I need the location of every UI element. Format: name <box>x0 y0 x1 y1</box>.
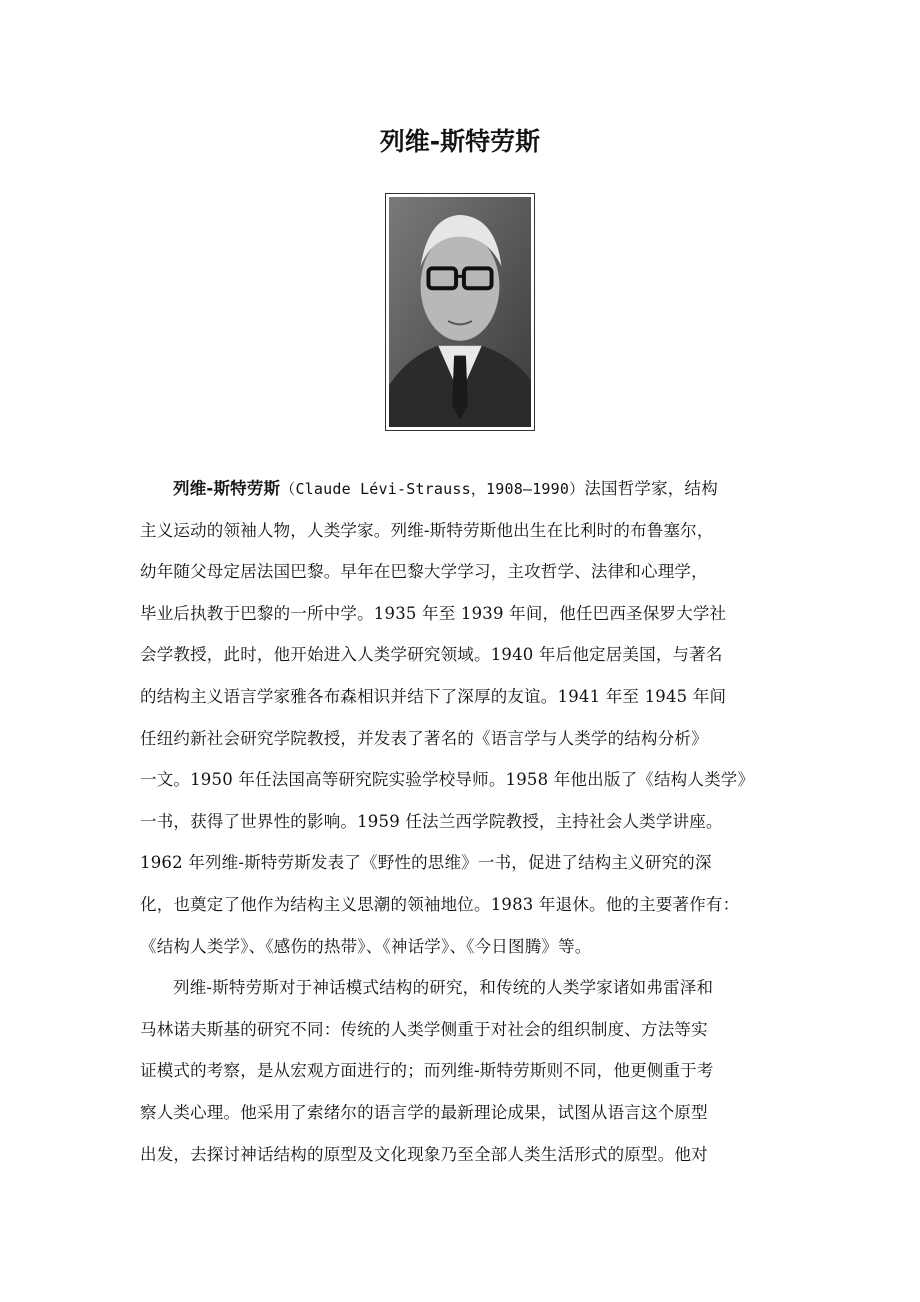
paragraph1-line: 一文。1950 年任法国高等研究院实验学校导师。1958 年他出版了《结构人类学》 <box>140 770 755 790</box>
subject-latin-name: （Claude Lévi-Strauss，1908—1990） <box>280 480 585 498</box>
paragraph1-line: 《结构人类学》、《感伤的热带》、《神话学》、《今日图腾》等。 <box>140 936 592 956</box>
portrait-photo <box>385 193 535 431</box>
paragraph2-line: 马林诺夫斯基的研究不同：传统的人类学侧重于对社会的组织制度、方法等实 <box>140 1019 708 1039</box>
paragraph2-line: 出发，去探讨神话结构的原型及文化现象乃至全部人类生活形式的原型。他对 <box>140 1144 708 1164</box>
paragraph1-line: 一书，获得了世界性的影响。1959 任法兰西学院教授，主持社会人类学讲座。 <box>140 811 723 831</box>
paragraph1-line: 幼年随父母定居法国巴黎。早年在巴黎大学学习，主攻哲学、法律和心理学， <box>140 562 708 582</box>
paragraph1-line: 会学教授，此时，他开始进入人类学研究领域。1940 年后他定居美国，与著名 <box>140 645 723 665</box>
paragraph1-line: 毕业后执教于巴黎的一所中学。1935 年至 1939 年间，他任巴西圣保罗大学社 <box>140 603 727 623</box>
paragraph2-line: 察人类心理。他采用了索绪尔的语言学的最新理论成果，试图从语言这个原型 <box>140 1102 708 1122</box>
paragraph1-line: 1962 年列维-斯特劳斯发表了《野性的思维》一书，促进了结构主义研究的深 <box>140 853 712 873</box>
portrait-image <box>389 197 531 427</box>
paragraph1-line: 主义运动的领袖人物，人类学家。列维-斯特劳斯他出生在比利时的布鲁塞尔， <box>140 520 714 540</box>
paragraph1-line <box>140 468 820 510</box>
page-title: 列维-斯特劳斯 <box>379 127 541 156</box>
paragraph1-line: 化，也奠定了他作为结构主义思潮的领袖地位。1983 年退休。他的主要著作有： <box>140 894 740 914</box>
subject-name: 列维-斯特劳斯 <box>173 479 281 498</box>
paragraph1-line: 任纽约新社会研究学院教授，并发表了著名的《语言学与人类学的结构分析》 <box>140 728 708 748</box>
paragraph2-line: 列维-斯特劳斯对于神话模式结构的研究，和传统的人类学家诸如弗雷泽和 <box>173 978 714 998</box>
paragraph1-line-text: 法国哲学家，结构 <box>584 479 718 498</box>
paragraph2-line: 证模式的考察，是从宏观方面进行的；而列维-斯特劳斯则不同，他更侧重于考 <box>140 1061 714 1081</box>
article-body <box>140 468 820 1175</box>
paragraph1-line: 的结构主义语言学家雅各布森相识并结下了深厚的友谊。1941 年至 1945 年间 <box>140 686 727 706</box>
